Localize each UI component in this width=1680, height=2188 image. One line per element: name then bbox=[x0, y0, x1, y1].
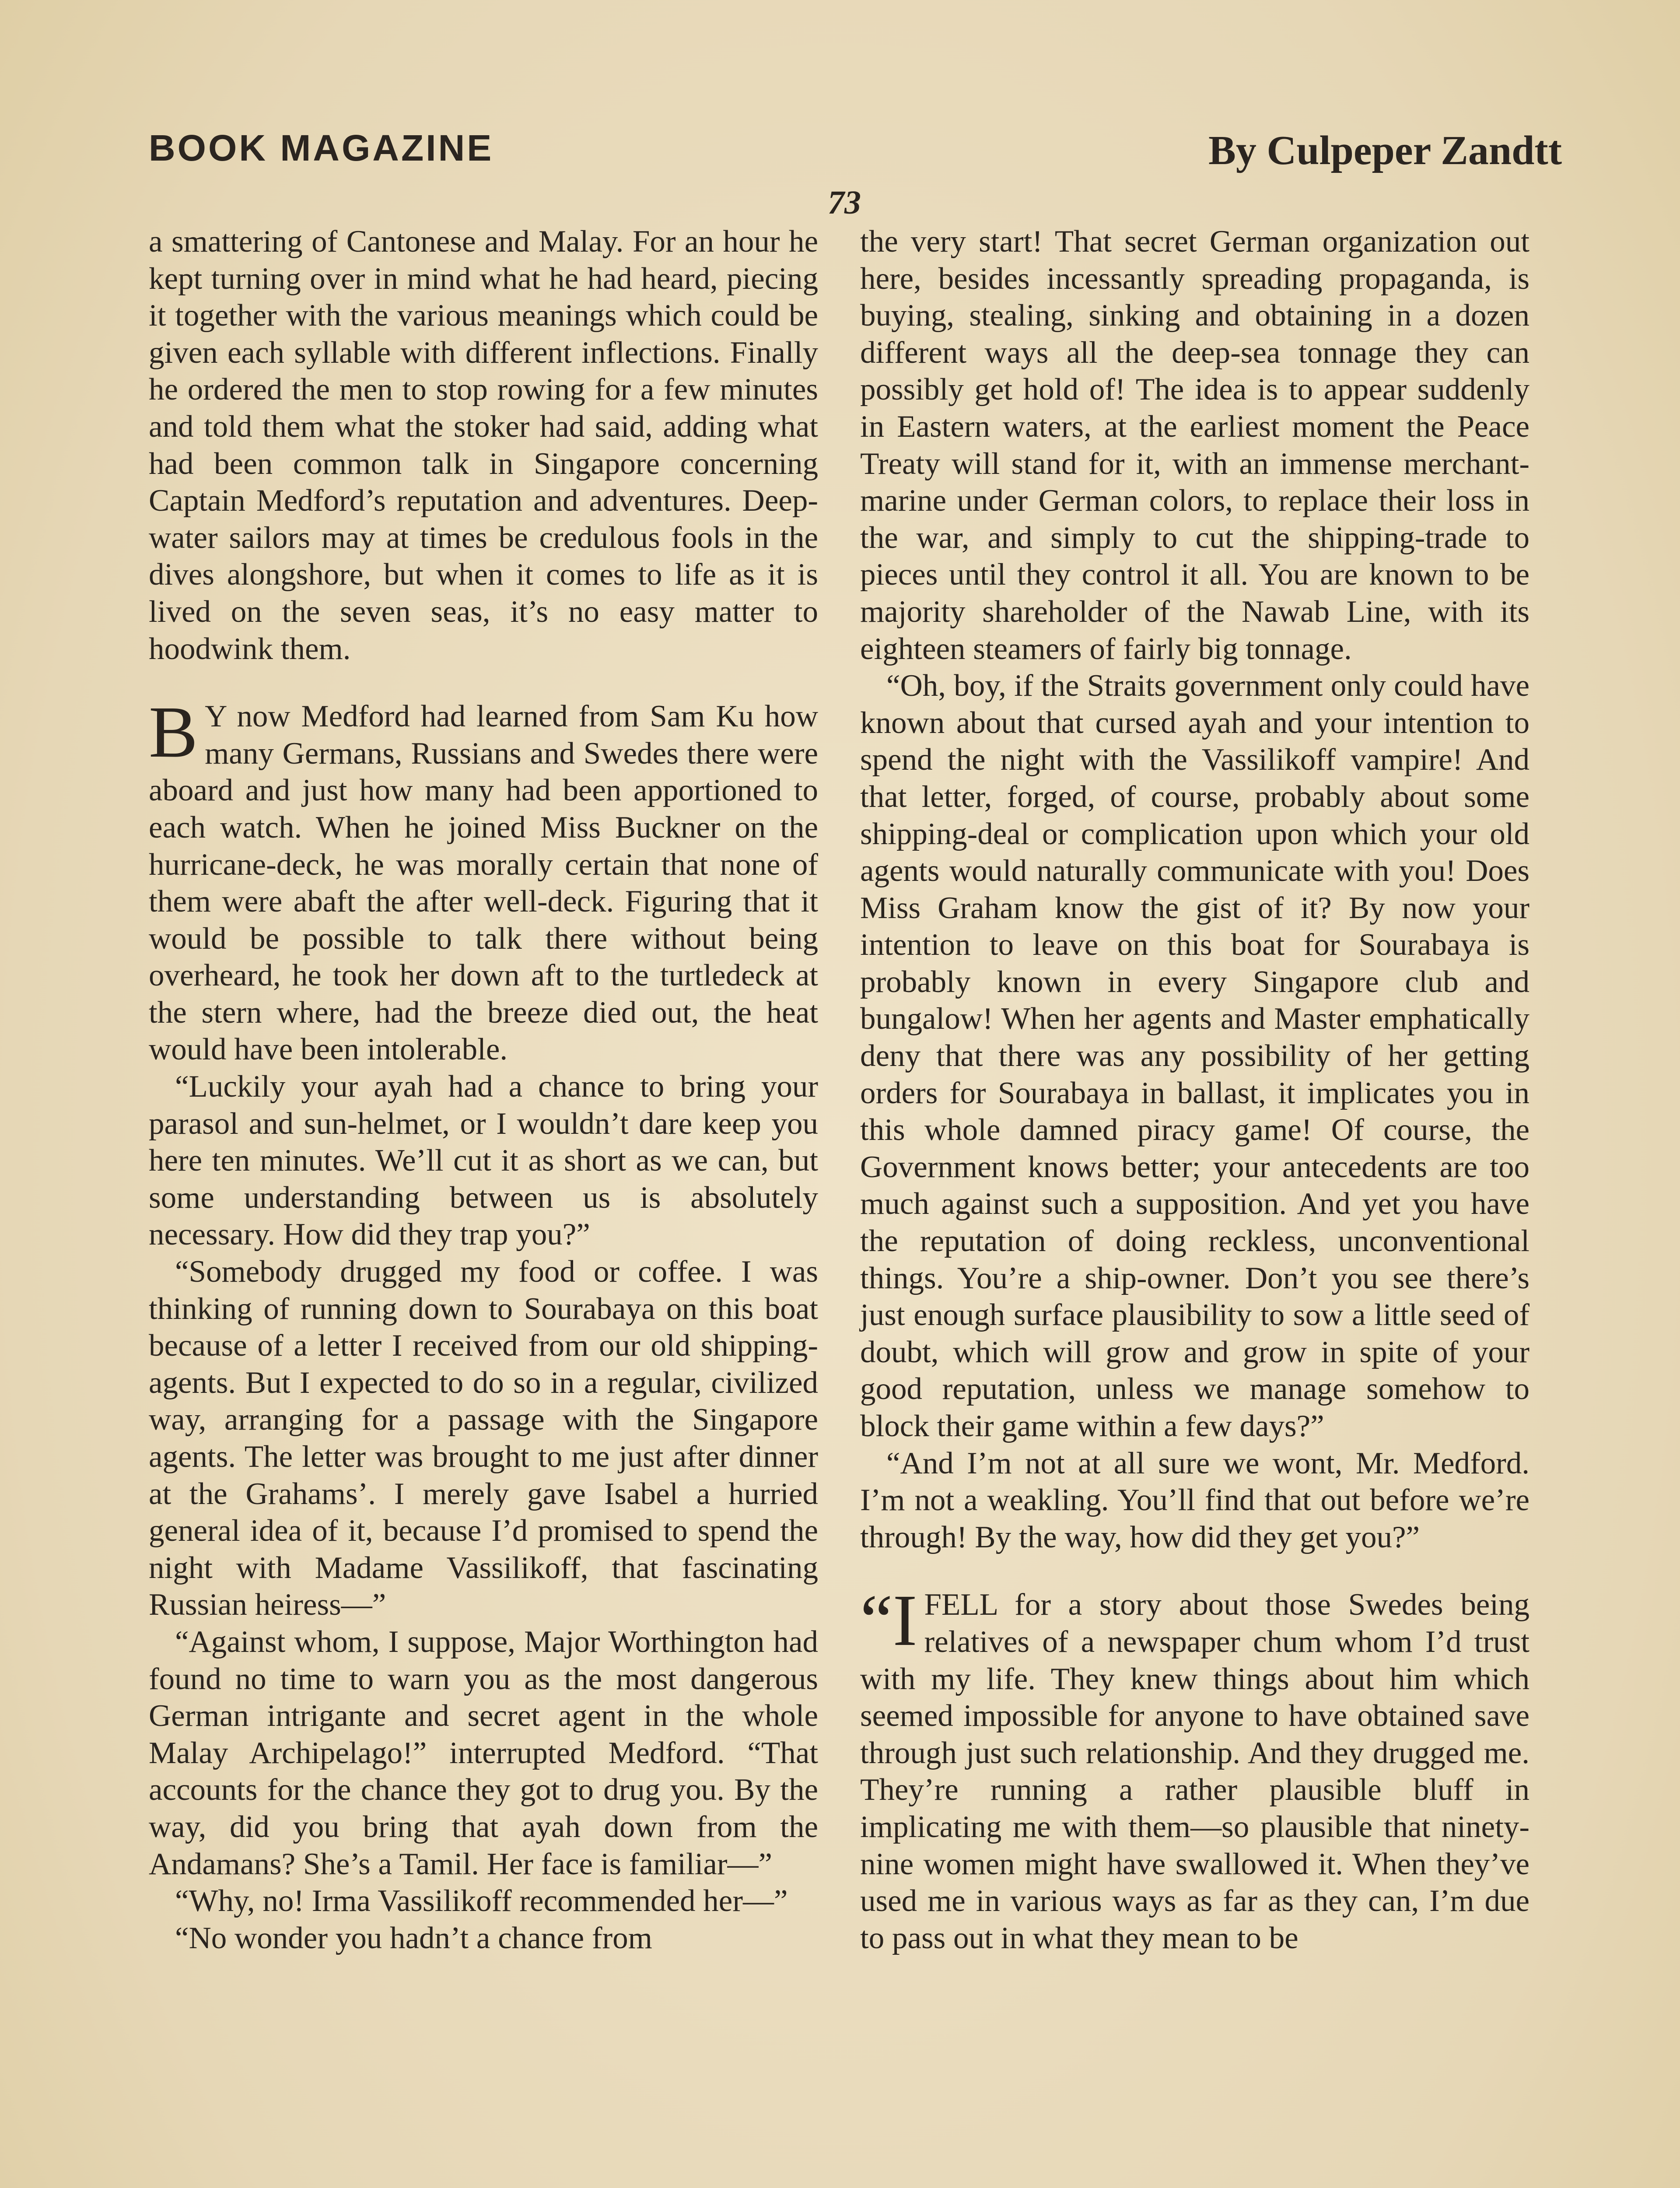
author-byline: By Culpeper Zandtt bbox=[1208, 128, 1562, 173]
paragraph: “Why, no! Irma Vassilikoff recommended her—” bbox=[175, 1884, 788, 1918]
drop-cap: “I bbox=[860, 1580, 917, 1662]
page-header bbox=[149, 127, 1562, 175]
paragraph-dropcap bbox=[860, 1580, 1530, 1957]
paragraph: “Against whom, I suppose, Major Worthington had found no time to warn you as the most dangerous German intrigante and secret agent in the whole Malay Archipelago!” interrupted Medford. “That accounts for the chance they got to drug you. By the way, did you bring that ayah down from the Andamans? She’s a Tamil. Her face is familiar—” bbox=[149, 1624, 818, 1881]
page-number: 73 bbox=[828, 184, 861, 221]
paragraph-text: FELL for a story about those Swedes being relatives of a newspaper chum whom I’d trust with my life. They knew things about him which seemed impossible for anyone to have obtained save through just such relationship. And they drugged me. They’re running a rather plausible bluff in implicating me with them—so plausible that ninety-nine women might have swallowed it. When they’ve used me in various ways as far as they can, I’m due to pass out in what they mean to be bbox=[860, 1588, 1530, 1955]
left-column bbox=[149, 223, 818, 1957]
paragraph: “Luckily your ayah had a chance to bring your parasol and sun-helmet, or I wouldn’t dare keep you here ten minutes. We’ll cut it as short as we can, but some understanding between us is absolutely necessary. How did they trap you?” bbox=[149, 1069, 818, 1252]
paragraph: “No wonder you hadn’t a chance from bbox=[175, 1921, 652, 1955]
magazine-title: BOOK MAGAZINE bbox=[149, 127, 494, 168]
paragraph: the very start! That secret German organization out here, besides incessantly spreading propaganda, is buying, stealing, sinking and obtaining in a dozen different ways all the deep-sea tonnage they can possibly get hold of! The idea is to appear suddenly in Eastern waters, at the earliest moment the Peace Treaty will stand for it, with an immense merchant-marine under German colors, to replace their loss in the war, and simply to cut the shipping-trade to pieces until they control it all. You are known to be majority shareholder of the Nawab Line, with its eighteen steamers of fairly big tonnage. bbox=[860, 224, 1530, 666]
right-column bbox=[860, 223, 1530, 1957]
paragraph: “Oh, boy, if the Straits government only could have known about that cursed ayah and your intention to spend the night with the Vassilikoff vampire! And that letter, forged, of course, probably about some shipping-deal or complication upon which your old agents would naturally communicate with you! Does Miss Graham know the gist of it? By now your intention to leave on this boat for Sourabaya is probably known in every Singapore club and bungalow! When her agents and Master emphatically deny that there was any possibility of her getting orders for Sourabaya in ballast, it implicates you in this whole damned piracy game! Of course, the Government knows better; your antecedents are too much against such a supposition. And yet you have the reputation of doing reckless, unconventional things. You’re a ship-owner. Don’t you see there’s just enough surface plausibility to sow a little seed of doubt, which will grow and grow in spite of your good reputation, unless we manage somehow to block their game within a few days?” bbox=[860, 669, 1530, 1443]
paragraph-text: Y now Medford had learned from Sam Ku how many Germans, Russians and Swedes there were aboard and just how many had been apportioned to each watch. When he joined Miss Buckner on the hurricane-deck, he was morally certain that none of them were abaft the after well-deck. Figuring that it would be possible to talk there without being overheard, he took her down aft to the turtledeck at the stern where, had the breeze died out, the heat would have been intolerable. bbox=[149, 699, 818, 1067]
paragraph: “And I’m not at all sure we wont, Mr. Medford. I’m not a weakling. You’ll find that out before we’re through! By the way, how did they get you?” bbox=[860, 1446, 1530, 1554]
paragraph: a smattering of Cantonese and Malay. For an hour he kept turning over in mind what he had heard, piecing it together with the various meanings which could be given each syllable with different inflections. Finally he ordered the men to stop rowing for a few minutes and told them what the stoker had said, adding what had been common talk in Singapore concerning Captain Medford’s reputation and adventures. Deep-water sailors may at times be credulous fools in the dives alongshore, but when it comes to life as it is lived on the seven seas, it’s no easy matter to hoodwink them. bbox=[149, 224, 818, 666]
drop-cap: B bbox=[149, 691, 198, 773]
paragraph-dropcap bbox=[149, 691, 818, 1068]
paragraph: “Somebody drugged my food or coffee. I was thinking of running down to Sourabaya on this boat because of a letter I received from our old shipping-agents. But I expected to do so in a regular, civilized way, arranging for a passage with the Singapore agents. The letter was brought to me just after dinner at the Grahams’. I merely gave Isabel a hurried general idea of it, because I’d promised to spend the night with Madame Vassilikoff, that fascinating Russian heiress—” bbox=[149, 1255, 818, 1622]
